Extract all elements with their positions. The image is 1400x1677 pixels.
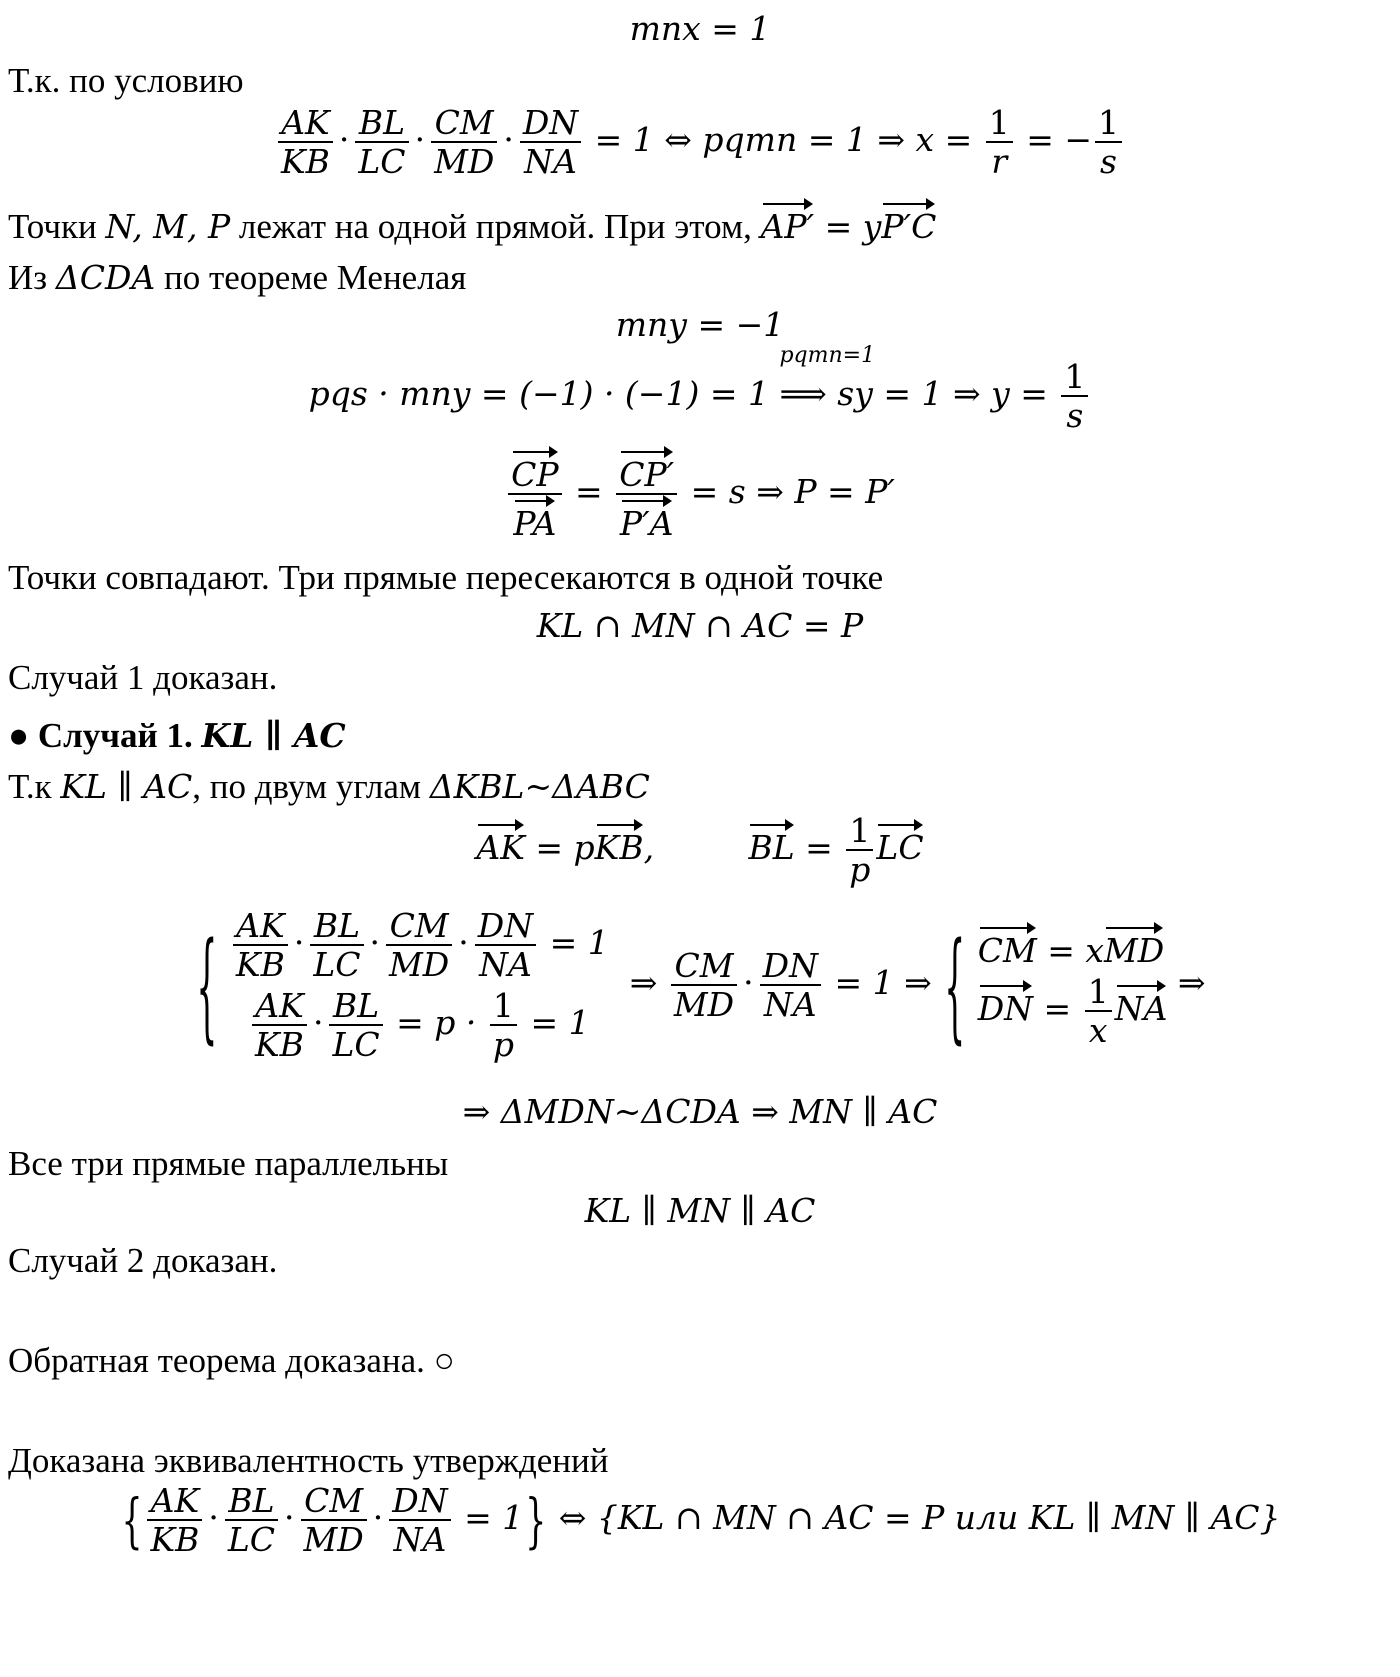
equation-intersection: KL ∩ MN ∩ AC = P [536,606,864,645]
equation-pqs: pqs · mny = (−1) · (−1) = 1 pqmn=1 ⟹ sy = 1 ⇒ y = $\frac{1}{s}$ [0,360,1400,432]
equivalence-text: Доказана эквивалентность утверждений [8,1441,609,1480]
implies-arrow-labeled: pqmn=1 ⟹ [779,343,876,413]
equation-parallel: KL ∥ MN ∥ AC [584,1191,816,1230]
equation-similarity: ⇒ ΔMDN~ΔCDA ⇒ MN ∥ AC [462,1092,938,1131]
points-line: Точки N, M, P лежат на одной прямой. При этом, AP′ = yP′C [8,200,936,244]
right-brace: { [944,914,966,1056]
equation-system: { $\frac{AK}{KB}$ · $\frac{BL}{LC}$ · $\frac{CM}{MD}$ · $\frac{DN}{NA}$ = 1 $\frac{AK}{KB}$ · $\frac{BL}{LC}$ = p · $\frac{1}{p}$ = 1 ⇒ $\frac{CM}{MD}$ · $\frac{DN}{NA}$ = 1 ⇒ { CM = xMD DN = $\frac{1}{x}$ NA ⇒ [196,906,1206,1064]
case1-proved-text: Случай 1 доказан. [8,658,278,697]
case2-proved-text: Случай 2 доказан. [8,1241,278,1280]
equation-vectors-ak-bl: AK = pKB, BL = $\frac{1}{p}$ LC [476,811,924,889]
left-brace: { [196,914,218,1056]
equation-ratio-product: $\frac{AK}{KB}$ · $\frac{BL}{LC}$ · $\frac{CM}{MD}$ · $\frac{DN}{NA}$ = 1 ⇔ pqmn = 1 ⇒ x = $\frac{1}{r}$ = − $\frac{1}{s}$ [0,106,1400,178]
since-line: Т.к KL ∥ AC, по двум углам ΔKBL~ΔABC [8,767,650,806]
vector-equation-ap: AP′ = yP′C [761,207,937,246]
coincide-text: Точки совпадают. Три прямые пересекаются в одной точке [8,558,884,597]
equation-equivalence: { $\frac{AK}{KB}$ · $\frac{BL}{LC}$ · $\frac{CM}{MD}$ · $\frac{DN}{NA}$ = 1} ⇔ {KL ∩ MN ∩ AC = P или KL ∥ MN ∥ AC} [121,1481,1281,1559]
all-parallel-text: Все три прямые параллельны [8,1144,449,1183]
case-heading: ● Случай 1. KL ∥ AC [8,716,346,755]
menelaus-line: Из ΔCDA по теореме Менелая [8,258,467,297]
converse-proved-text: Обратная теорема доказана. ○ [8,1341,455,1380]
equation-ratio-rest: = 1 ⇔ pqmn = 1 ⇒ x = [594,120,973,159]
condition-text: Т.к. по условию [8,61,244,100]
equation-mnx: mnx = 1 [629,9,771,48]
equation-cp-ratio: $\frac{CP}{PA}$ = $\frac{CP'}{P'A}$ = s ⇒ P = P′ [0,448,1400,540]
equation-mny: mny = −1 [615,305,785,344]
